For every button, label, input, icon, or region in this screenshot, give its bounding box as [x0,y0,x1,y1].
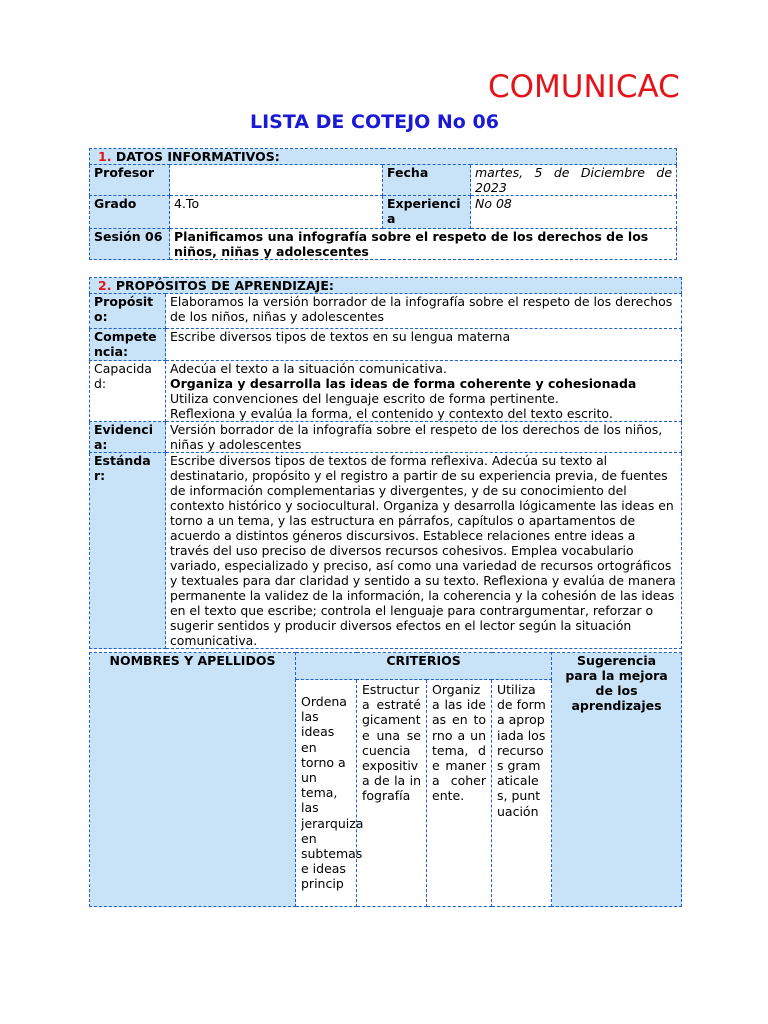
header-brand-text: COMUNICAC [488,69,680,105]
proposito-label: Propósito: [90,294,166,329]
capacidad-value [166,361,682,422]
criterio-cell: Organiza las ideas en torno a un tema, de manera coherente. [427,680,492,907]
proposito-value: Elaboramos la versión borrador de la infografía sobre el respeto de los derechos de los niños, niñas y adolescentes [166,294,682,329]
capacidad-line: Adecúa el texto a la situación comunicativa. [170,361,447,376]
propositos-heading-text: PROPÓSITOS DE APRENDIZAJE: [115,278,334,293]
criterio-cell: Estructura estratégicamente una secuencia expositiva de la infografía [357,680,427,907]
nombres-header: NOMBRES Y APELLIDOS [90,653,296,907]
fecha-value: martes, 5 de Diciembre de 2023 [471,165,677,196]
capacidad-line: Reflexiona y evalúa la forma, el contenido y contexto del texto escrito. [170,406,613,421]
sesion-value: Planificamos una infografía sobre el respeto de los derechos de los niños, niñas y adolescentes [170,229,677,260]
propositos-heading [90,278,682,294]
estandar-value: Escribe diversos tipos de textos de forma reflexiva. Adecúa su texto al destinatario, propósito y el registro a partir de su experiencia previa, de fuentes de información complementarias y divergentes, y de su conocimiento del contexto histórico y sociocultural. Organiza y desarrolla lógicamente las ideas en torno a un tema, y las estructura en párrafos, capítulos o apartamentos de acuerdo a distintos géneros discursivos. Establece relaciones entre ideas a través del uso preciso de diversos recursos cohesivos. Emplea vocabulario variado, especializado y preciso, así como una variedad de recursos ortográficos y textuales para dar claridad y sentido a su texto. Reflexiona y evalúa de manera permanente la validez de la información, la coherencia y la cohesión de las ideas en el texto que escribe; controla el lenguaje para contrargumentar, reforzar o sugerir sentidos y producir diversos efectos en el lector según la situación comunicativa. [166,453,682,649]
criterio-cell: Ordena las ideas en torno a un tema, las jerarquiza en subtemas e ideas princip [296,680,357,907]
sesion-label: Sesión 06 [90,229,170,260]
capacidad-line: Organiza y desarrolla las ideas de forma coherente y cohesionada [170,376,637,391]
section-number: 2. [98,278,112,293]
competencia-label: Competencia: [90,329,166,361]
experiencia-value: No 08 [471,196,677,229]
experiencia-label: Experiencia [383,196,471,229]
datos-heading-text: DATOS INFORMATIVOS: [115,149,280,164]
grado-value: 4.To [170,196,383,229]
section-number: 1. [98,149,112,164]
document-title: LISTA DE COTEJO No 06 [250,111,499,133]
cotejo-table [89,652,682,907]
estandar-label: Estándar: [90,453,166,649]
datos-heading [90,149,677,165]
profesor-label: Profesor [90,165,170,196]
datos-informativos-table [89,148,677,260]
propositos-table [89,277,682,649]
grado-label: Grado [90,196,170,229]
fecha-label: Fecha [383,165,471,196]
evidencia-label: Evidencia: [90,422,166,453]
capacidad-label: Capacidad: [90,361,166,422]
evidencia-value: Versión borrador de la infografía sobre el respeto de los derechos de los niños, niñas y adolescentes [166,422,682,453]
competencia-value: Escribe diversos tipos de textos en su lengua materna [166,329,682,361]
criterios-header: CRITERIOS [296,653,552,680]
capacidad-line: Utiliza convenciones del lenguaje escrito de forma pertinente. [170,391,559,406]
criterio-cell: Utiliza de forma apropiada los recursos gramaticales, puntuación [492,680,552,907]
profesor-value [170,165,383,196]
sugerencia-header: Sugerencia para la mejora de los aprendizajes [552,653,682,907]
